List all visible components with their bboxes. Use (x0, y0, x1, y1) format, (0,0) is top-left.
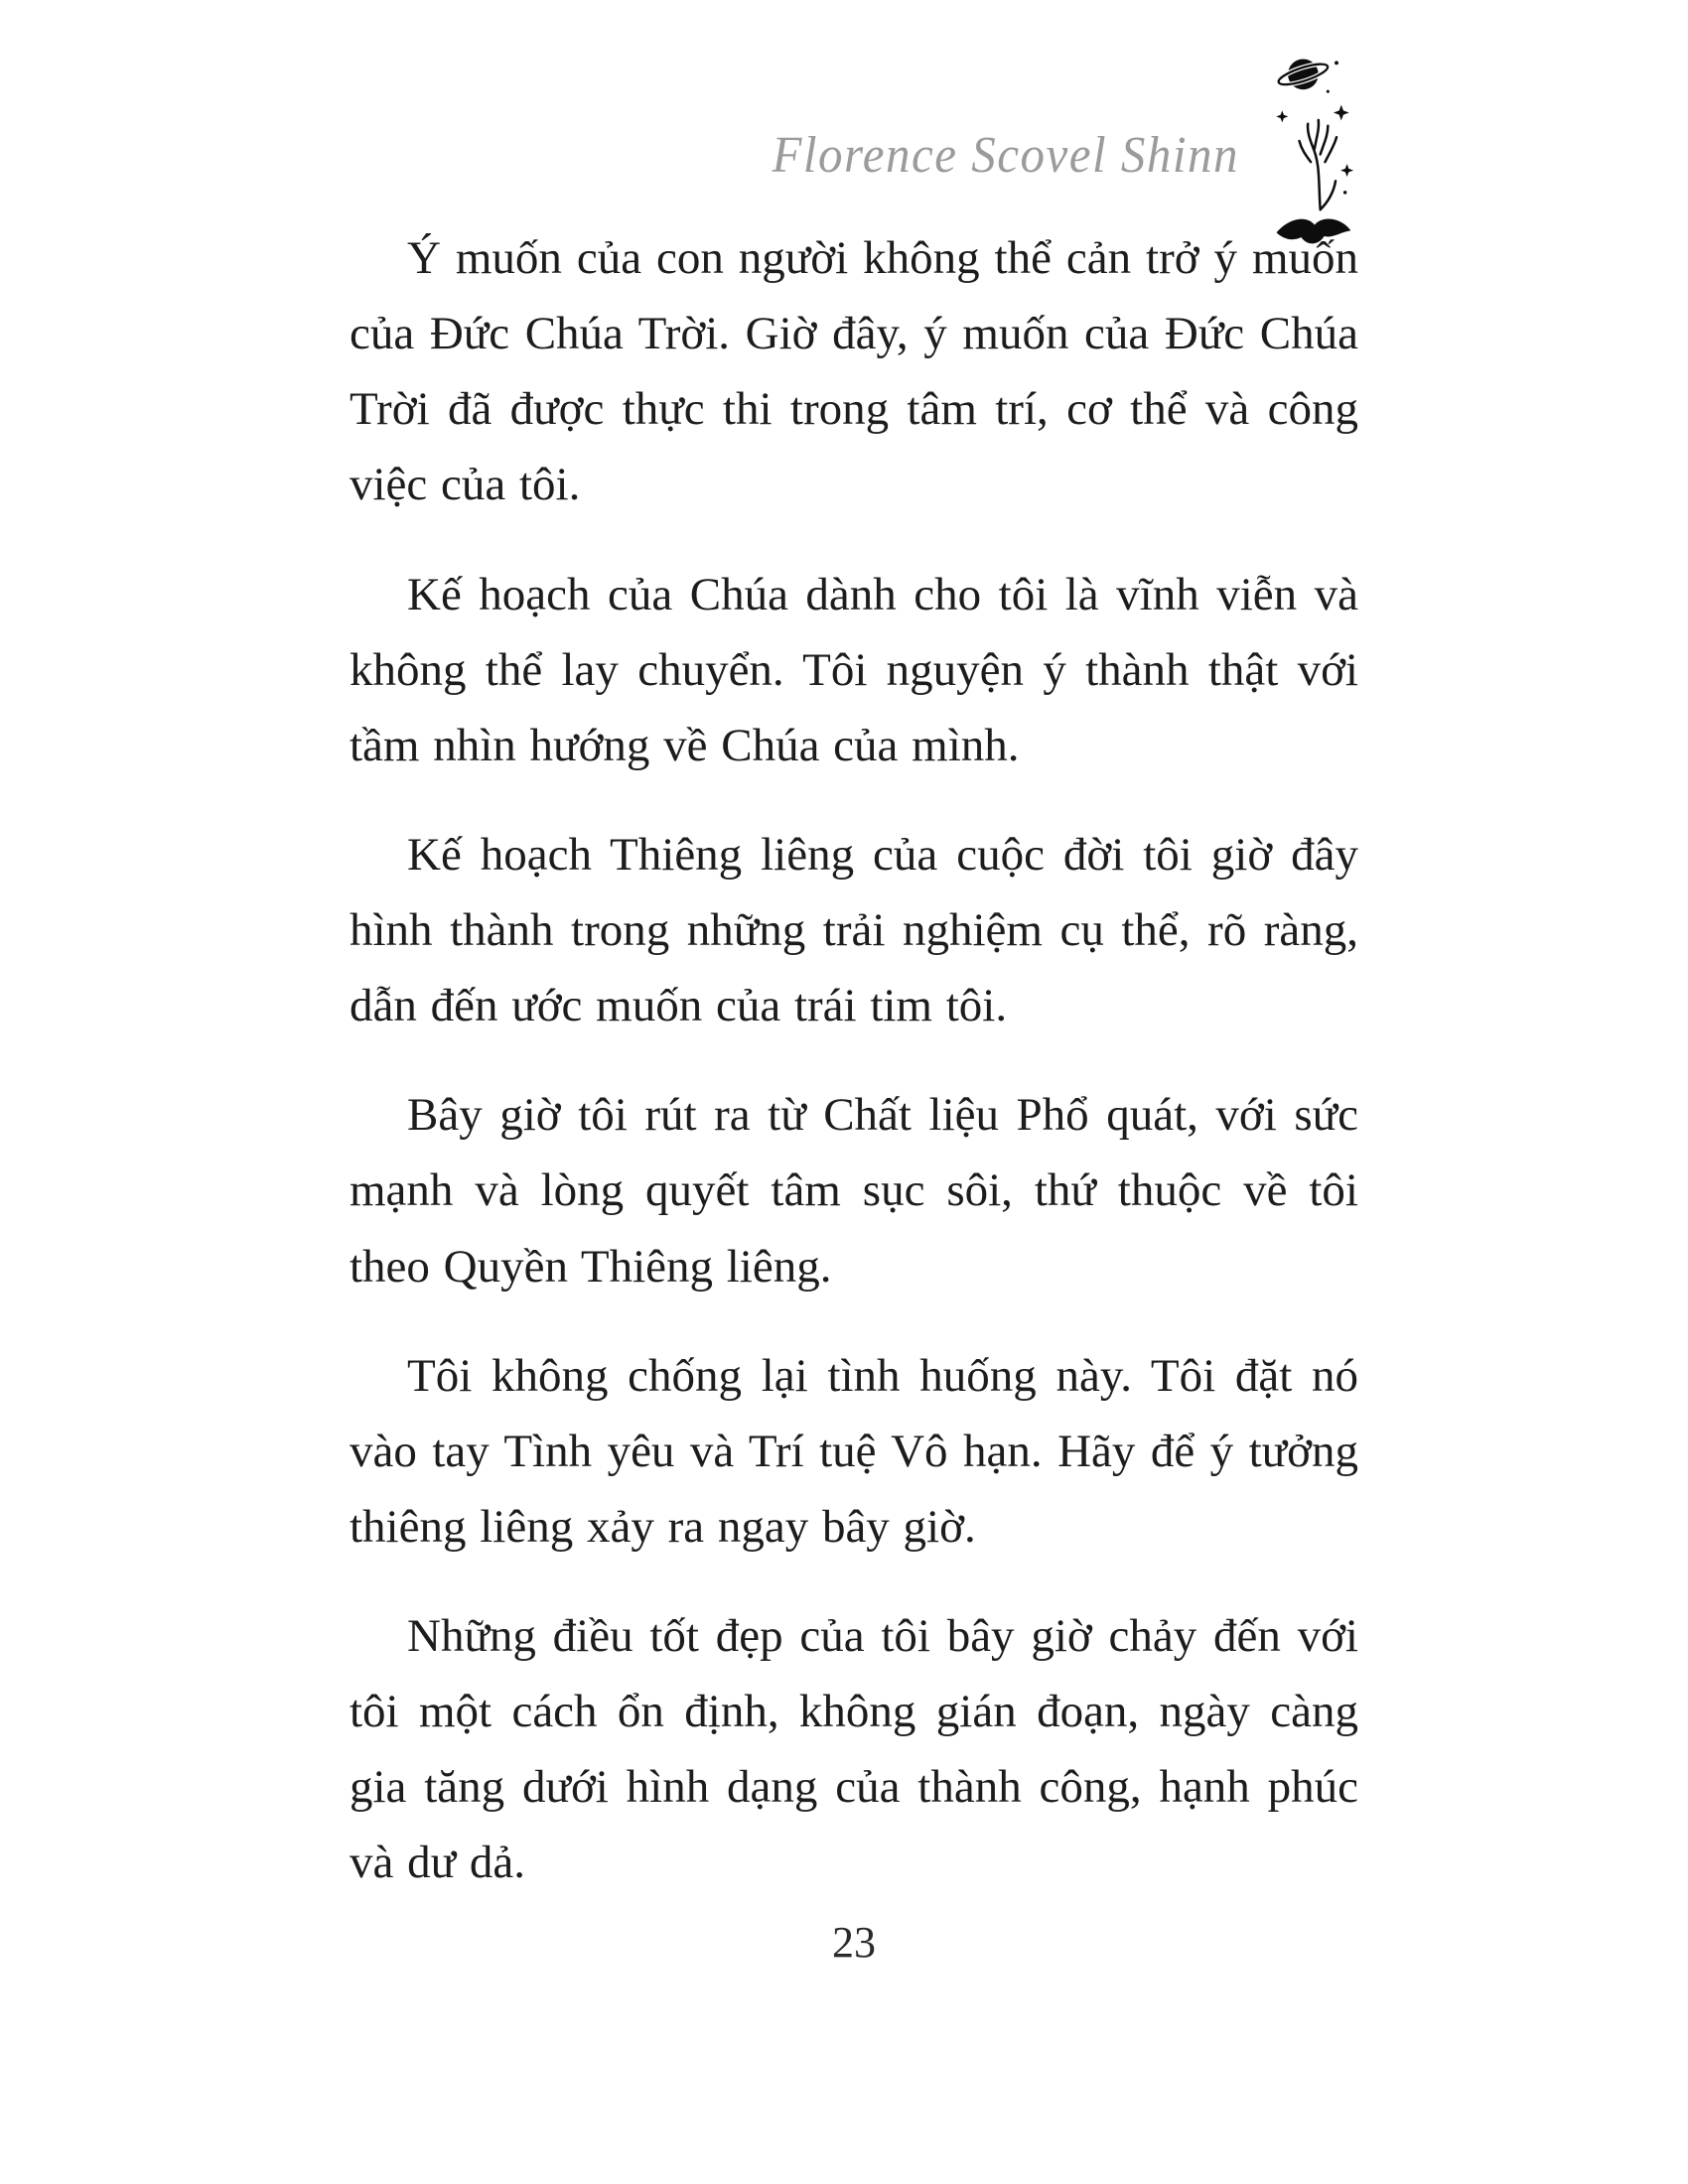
body-paragraph: Tôi không chống lại tình huống này. Tôi đặt nó vào tay Tình yêu và Trí tuệ Vô hạn. Hãy để ý tưởng thiêng liêng xảy ra ngay bây giờ. (350, 1349, 1358, 1553)
body-paragraph: Kế hoạch Thiêng liêng của cuộc đời tôi giờ đây hình thành trong những trải nghiệm cụ thể, rõ ràng, dẫn đến ước muốn của trái tim tôi. (350, 828, 1358, 1032)
body-paragraph: Bây giờ tôi rút ra từ Chất liệu Phổ quát, với sức mạnh và lòng quyết tâm sục sôi, thứ thuộc về tôi theo Quyền Thiêng liêng. (350, 1089, 1358, 1293)
body-paragraph: Những điều tốt đẹp của tôi bây giờ chảy đến với tôi một cách ổn định, không gián đoạn, ngày càng gia tăng dưới hình dạng của thành công, hạnh phúc và dư dả. (350, 1610, 1358, 1889)
author-name: Florence Scovel Shinn (772, 125, 1239, 184)
body-paragraph: Kế hoạch của Chúa dành cho tôi là vĩnh viễn và không thể lay chuyển. Tôi nguyện ý thành thật với tầm nhìn hướng về Chúa của mình. (350, 568, 1358, 771)
page-number: 23 (832, 1918, 876, 1967)
body-paragraph: Ý muốn của con người không thể cản trở ý muốn của Đức Chúa Trời. Giờ đây, ý muốn của Đức Chúa Trời đã được thực thi trong tâm trí, cơ thể và công việc của tôi. (350, 232, 1358, 511)
body-text (350, 220, 1358, 1935)
